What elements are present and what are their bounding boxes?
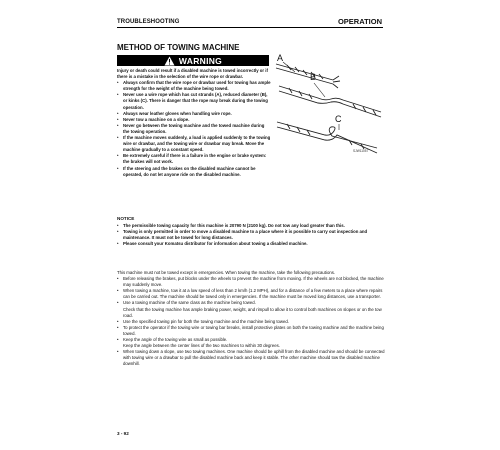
precaution-text: Use the specified towing pin for both the towing machine and the machine being towed. — [123, 318, 290, 324]
notice-item: • The permissible towing capacity for this machine is 20790 N (2100 kg). Do not tow any load greater than this. — [117, 223, 385, 229]
precaution-item — [117, 300, 385, 318]
warning-triangle-icon — [164, 56, 175, 66]
precaution-text: When towing a machine, tow it at a low speed of less than 2 km/h (1.2 MPH), and for a distance of a few meters to a place where repairs can be carried out. The machine should be towed only in emergencies. If the machine must be moved long distances, use a transporter. — [123, 288, 383, 300]
precaution-text: Use a towing machine of the same class as the machine being towed. — [123, 300, 256, 306]
warning-item: • Be extremely careful if there is a failure in the engine or brake system: the brakes will not work. — [117, 153, 271, 165]
warning-item: • Always wear leather gloves when handling wire rope. — [117, 111, 271, 117]
notice-title: NOTICE — [117, 216, 135, 221]
precaution-item — [117, 288, 385, 300]
section-title: METHOD OF TOWING MACHINE — [117, 43, 240, 52]
header-rule — [117, 27, 383, 28]
body-section — [117, 270, 385, 368]
warning-intro: Injury or death could result if a disabled machine is towed incorrectly or if there is a mistake in the selection of the wire rope or drawbar. — [117, 68, 268, 80]
precaution-subtext: Check that the towing machine has ample braking power, weight, and rimpull to allow it to control both machines on slopes or on the tow road. — [123, 306, 382, 318]
figure-code: SJW11057 — [353, 149, 369, 153]
precaution-item — [117, 325, 385, 337]
precaution-text: Before releasing the brakes, put blocks under the wheels to prevent the machine from moving. If the wheels are not blocked, the machine may suddenly move. — [123, 276, 384, 288]
wire-rope-figure — [273, 52, 383, 158]
warning-item: • Never go between the towing machine and the towed machine during the towing operation. — [117, 123, 271, 135]
precaution-item — [117, 276, 385, 288]
precaution-text: Keep the angle of the towing wire as small as possible. — [123, 337, 228, 343]
precaution-subtext: Keep the angle between the center lines of the two machines to within 30 degrees. — [123, 343, 280, 349]
precaution-item — [117, 337, 385, 349]
warning-text — [117, 68, 271, 178]
figure-label-a: A — [277, 53, 284, 63]
notice-item: • Towing is only permitted in order to move a disabled machine to a place where it is possible to carry out inspection and maintenance. It must not be towed for long distances. — [117, 229, 385, 241]
precaution-list — [117, 276, 385, 367]
warning-item: • Never tow a machine on a slope. — [117, 117, 271, 123]
precaution-text: To protect the operator if the towing wire or towing bar breaks, install protective plates on both the towing machine and the machine being towed. — [123, 324, 384, 336]
precaution-item — [117, 349, 385, 367]
warning-item: • Always confirm that the wire rope or drawbar used for towing has ample strength for the weight of the machine being towed. — [117, 80, 271, 92]
warning-list — [117, 80, 271, 178]
body-intro: This machine must not be towed except in emergencies. When towing the machine, take the following precautions. — [117, 270, 336, 275]
warning-item: • If the steering and the brakes on the disabled machine cannot be operated, do not let anyone ride on the disabled machine. — [117, 166, 271, 178]
precaution-text: When towing down a slope, use two towing machines. One machine should be uphill from the disabled machine and should be connected with towing wire or a drawbar to pull the disabled machine back and keep it stable. The other machine should tow the disabled machine downhill. — [123, 349, 385, 367]
notice-list — [117, 223, 385, 247]
notice-item: • Please consult your Komatsu distributor for information about towing a disabled machine. — [117, 241, 385, 247]
warning-item: • If the machine moves suddenly, a load is applied suddenly to the towing wire or drawbar, and the towing wire or drawbar may break. Move the machine gradually to a constant speed. — [117, 135, 271, 153]
header-chapter: OPERATION — [337, 17, 382, 26]
page-number: 3 - 92 — [117, 431, 129, 436]
warning-label: WARNING — [178, 55, 223, 66]
figure-label-c: C — [335, 114, 342, 124]
figure-label-b: B — [310, 72, 317, 82]
header-section: TROUBLESHOOTING — [117, 19, 180, 25]
warning-banner — [117, 55, 269, 66]
warning-item: • Never use a wire rope which has cut strands (A), reduced diameter (B), or kinks (C). There is danger that the rope may break during the towing operation. — [117, 92, 271, 110]
